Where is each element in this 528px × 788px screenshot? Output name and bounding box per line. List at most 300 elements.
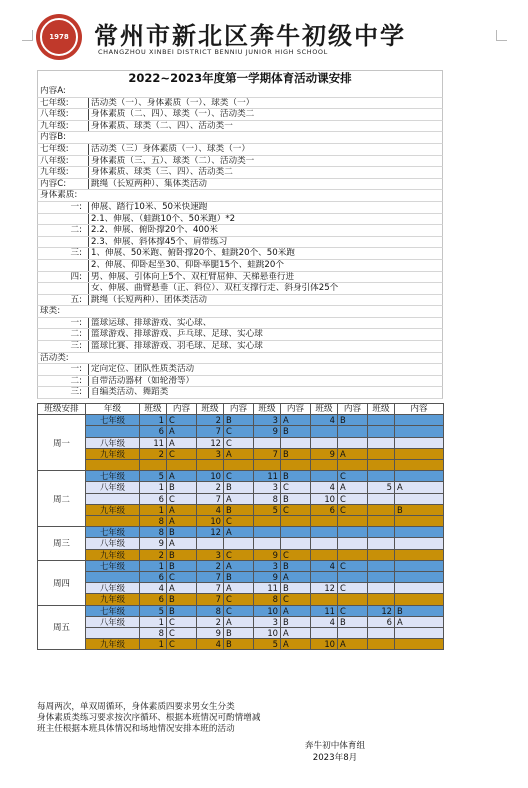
class-cell — [311, 437, 338, 448]
content-cell — [338, 549, 368, 560]
class-cell: 10 — [311, 493, 338, 504]
class-cell: 8 — [197, 605, 224, 616]
content-cell: C — [224, 426, 254, 437]
content-cell: A — [281, 605, 311, 616]
class-cell: 8 — [254, 594, 281, 605]
content-cell — [338, 572, 368, 583]
content-cell: A — [395, 482, 444, 493]
spreadsheet — [37, 70, 443, 650]
content-cell: A — [224, 527, 254, 538]
content-line — [37, 341, 443, 353]
table-row — [38, 616, 444, 627]
class-cell: 10 — [197, 516, 224, 527]
class-cell — [311, 426, 338, 437]
table-row — [38, 493, 444, 504]
table-row — [38, 448, 444, 459]
day-cell: 周三 — [38, 527, 86, 561]
class-cell: 9 — [197, 628, 224, 639]
content-cell: A — [167, 437, 197, 448]
signature — [280, 740, 390, 764]
grade-cell: 八年级 — [86, 437, 140, 448]
line-key: 九年级: — [40, 120, 69, 131]
class-cell — [311, 628, 338, 639]
line-key: 一: — [70, 364, 82, 375]
content-cell: C — [224, 437, 254, 448]
content-cell: B — [281, 471, 311, 482]
content-line — [37, 376, 443, 388]
line-key: 活动类: — [40, 352, 69, 363]
grade-cell — [86, 628, 140, 639]
content-line — [37, 109, 443, 121]
line-key: 五: — [70, 294, 82, 305]
table-row — [38, 415, 444, 426]
content-cell: A — [281, 628, 311, 639]
line-value: 自编类活动、舞蹈类 — [88, 387, 168, 398]
day-cell: 周五 — [38, 605, 86, 650]
class-cell: 4 — [311, 415, 338, 426]
class-cell — [254, 437, 281, 448]
table-row — [38, 527, 444, 538]
class-cell: 2 — [197, 482, 224, 493]
class-cell: 2 — [140, 448, 167, 459]
line-key: 球类: — [40, 306, 61, 317]
school-name-cn: 常州市新北区奔牛初级中学 — [94, 21, 406, 50]
class-cell — [368, 628, 395, 639]
line-value: 身体素质、球类（三、四）、活动类二 — [88, 167, 233, 178]
content-cell — [395, 448, 444, 459]
content-cell: A — [224, 448, 254, 459]
class-cell — [368, 527, 395, 538]
content-cell: C — [224, 594, 254, 605]
content-lines — [37, 86, 443, 399]
content-cell — [395, 628, 444, 639]
class-cell — [368, 538, 395, 549]
content-cell: B — [167, 560, 197, 571]
line-key: 四: — [70, 271, 82, 282]
table-row — [38, 504, 444, 515]
class-cell: 11 — [254, 583, 281, 594]
content-cell — [395, 460, 444, 471]
schedule-header-cell: 班级安排 — [38, 404, 86, 415]
content-cell — [224, 460, 254, 471]
grade-cell: 九年级 — [86, 639, 140, 650]
line-key: 八年级: — [40, 109, 69, 120]
class-cell — [311, 549, 338, 560]
line-key: 七年级: — [40, 97, 69, 108]
class-cell: 7 — [197, 583, 224, 594]
line-value: 2.3、伸展、斜体撑45个、肩带练习 — [88, 237, 227, 248]
class-cell: 9 — [254, 426, 281, 437]
class-cell: 6 — [311, 504, 338, 515]
content-cell: C — [167, 448, 197, 459]
content-cell: C — [338, 493, 368, 504]
class-cell: 2 — [197, 415, 224, 426]
class-cell — [311, 538, 338, 549]
schedule-header-cell: 班级 — [368, 404, 395, 415]
class-cell: 3 — [197, 549, 224, 560]
content-cell — [281, 527, 311, 538]
line-key: 三: — [70, 341, 82, 352]
content-line — [37, 202, 443, 214]
content-cell — [224, 538, 254, 549]
content-cell — [395, 538, 444, 549]
class-cell: 8 — [140, 628, 167, 639]
content-cell: B — [224, 482, 254, 493]
line-value: 2.2、伸展、俯卧撑20个、400米 — [88, 225, 218, 236]
table-row — [38, 572, 444, 583]
class-cell — [368, 415, 395, 426]
grade-cell — [86, 516, 140, 527]
line-value: 身体素质、球类（二、四）、活动类一 — [88, 121, 233, 132]
table-row — [38, 628, 444, 639]
content-cell — [338, 516, 368, 527]
class-cell — [311, 460, 338, 471]
table-row — [38, 560, 444, 571]
notes — [37, 702, 443, 735]
class-cell: 4 — [140, 583, 167, 594]
seal-inner: 1978 — [40, 18, 78, 56]
class-cell: 6 — [140, 426, 167, 437]
line-value: 自带活动器材（如轮滑等） — [88, 376, 194, 387]
content-cell: C — [167, 493, 197, 504]
content-cell: C — [281, 504, 311, 515]
class-cell: 11 — [140, 437, 167, 448]
class-cell: 9 — [254, 572, 281, 583]
content-cell: A — [167, 538, 197, 549]
content-cell: A — [167, 583, 197, 594]
class-cell: 9 — [140, 538, 167, 549]
content-line — [37, 260, 443, 272]
class-cell: 12 — [197, 437, 224, 448]
content-line — [37, 225, 443, 237]
content-cell — [395, 516, 444, 527]
grade-cell: 八年级 — [86, 482, 140, 493]
line-key: 内容C: — [40, 178, 67, 189]
class-cell: 12 — [368, 605, 395, 616]
note-line: 班主任根据本班具体情况和场地情况安排本班的活动 — [37, 724, 235, 734]
content-cell: A — [338, 482, 368, 493]
class-cell — [368, 549, 395, 560]
class-cell: 3 — [254, 415, 281, 426]
content-line — [37, 353, 443, 365]
content-cell: C — [167, 628, 197, 639]
class-cell: 8 — [254, 493, 281, 504]
line-value: 1、伸展、50米跑、俯卧撑20个、蛙跳20个、50米跑 — [88, 248, 295, 259]
grade-cell — [86, 460, 140, 471]
content-cell — [338, 628, 368, 639]
content-cell: A — [395, 616, 444, 627]
class-cell: 5 — [254, 639, 281, 650]
content-cell: A — [224, 583, 254, 594]
grade-cell: 九年级 — [86, 448, 140, 459]
sheet-title: 2022~2023年度第一学期体育活动课安排 — [37, 70, 443, 86]
grade-cell: 七年级 — [86, 415, 140, 426]
class-cell — [254, 460, 281, 471]
class-cell — [311, 516, 338, 527]
line-key: 七年级: — [40, 143, 69, 154]
content-cell: C — [167, 639, 197, 650]
content-line — [37, 214, 443, 226]
class-cell: 4 — [197, 504, 224, 515]
table-row — [38, 583, 444, 594]
content-line — [37, 387, 443, 399]
class-cell: 3 — [254, 616, 281, 627]
content-cell: B — [281, 616, 311, 627]
class-cell: 1 — [140, 482, 167, 493]
line-key: 三: — [70, 248, 82, 259]
class-cell: 7 — [197, 572, 224, 583]
class-cell — [311, 572, 338, 583]
content-cell: A — [167, 516, 197, 527]
class-cell — [254, 538, 281, 549]
class-cell: 3 — [254, 482, 281, 493]
line-value: 2、伸展、仰卧起坐30、仰卧举腿15个、蛙跳20个 — [88, 260, 284, 271]
class-cell: 6 — [140, 572, 167, 583]
content-cell: B — [167, 527, 197, 538]
content-cell: A — [167, 504, 197, 515]
content-cell — [281, 516, 311, 527]
content-cell — [395, 527, 444, 538]
schedule-header-cell: 班级 — [197, 404, 224, 415]
grade-cell: 九年级 — [86, 549, 140, 560]
content-cell — [338, 538, 368, 549]
class-cell: 1 — [140, 639, 167, 650]
line-value: 篮球游戏、排球游戏、乒乓球、足球、实心球 — [88, 329, 263, 340]
table-row — [38, 437, 444, 448]
content-cell — [395, 437, 444, 448]
content-line — [37, 329, 443, 341]
content-cell: C — [281, 594, 311, 605]
class-cell: 5 — [140, 605, 167, 616]
line-key: 二: — [70, 375, 82, 386]
line-value: 定向定位、团队性质类活动 — [88, 364, 194, 375]
content-cell: A — [338, 448, 368, 459]
table-row — [38, 471, 444, 482]
content-cell: C — [167, 572, 197, 583]
line-key: 身体素质: — [40, 190, 78, 201]
line-key: 一: — [70, 317, 82, 328]
line-key: 三: — [70, 387, 82, 398]
line-key: 二: — [70, 329, 82, 340]
class-cell: 11 — [311, 605, 338, 616]
content-cell: B — [224, 504, 254, 515]
class-cell: 7 — [197, 493, 224, 504]
content-cell: C — [224, 516, 254, 527]
class-cell — [368, 437, 395, 448]
content-cell: C — [281, 549, 311, 560]
line-value: 跳绳（长短两种）、集体类活动 — [88, 179, 207, 190]
class-cell — [368, 493, 395, 504]
class-cell — [368, 426, 395, 437]
content-cell: B — [338, 616, 368, 627]
line-value: 2.1、伸展、（蛙跳10个、50米跑）*2 — [88, 214, 235, 225]
content-cell: A — [281, 639, 311, 650]
content-cell — [395, 560, 444, 571]
grade-cell: 七年级 — [86, 527, 140, 538]
class-cell — [368, 583, 395, 594]
signature-org: 奔牛初中体育组 — [304, 741, 366, 751]
content-line — [37, 156, 443, 168]
class-cell: 2 — [197, 616, 224, 627]
grade-cell: 八年级 — [86, 538, 140, 549]
class-cell — [197, 460, 224, 471]
content-cell — [395, 493, 444, 504]
class-cell: 10 — [311, 639, 338, 650]
schedule-table — [37, 403, 444, 650]
content-line — [37, 318, 443, 330]
class-cell — [368, 594, 395, 605]
content-cell: B — [167, 594, 197, 605]
class-cell: 6 — [140, 594, 167, 605]
content-cell: A — [167, 426, 197, 437]
class-cell: 6 — [140, 493, 167, 504]
class-cell — [368, 471, 395, 482]
content-cell: C — [224, 549, 254, 560]
note-line: 每周两次，单双周循环，身体素质四要求男女生分类 — [37, 702, 235, 712]
content-cell: A — [338, 639, 368, 650]
content-cell: B — [281, 426, 311, 437]
class-cell: 8 — [140, 527, 167, 538]
content-cell — [395, 549, 444, 560]
class-cell — [368, 448, 395, 459]
class-cell: 4 — [311, 616, 338, 627]
content-line — [37, 190, 443, 202]
content-cell: C — [338, 583, 368, 594]
content-cell: B — [395, 504, 444, 515]
class-cell — [368, 639, 395, 650]
content-cell — [395, 471, 444, 482]
line-value: 篮球比赛、排球游戏、羽毛球、足球、实心球 — [88, 341, 263, 352]
content-line — [37, 98, 443, 110]
grade-cell: 七年级 — [86, 471, 140, 482]
content-cell: C — [338, 605, 368, 616]
line-value: 活动类（一）、身体素质（一）、球类（一） — [88, 98, 254, 109]
day-cell: 周一 — [38, 415, 86, 471]
class-cell: 1 — [140, 616, 167, 627]
class-cell: 4 — [197, 639, 224, 650]
content-cell — [281, 460, 311, 471]
class-cell: 4 — [311, 560, 338, 571]
content-cell: B — [281, 448, 311, 459]
schedule-header-cell: 内容 — [338, 404, 368, 415]
content-line — [37, 295, 443, 307]
class-cell: 2 — [140, 549, 167, 560]
content-cell — [281, 538, 311, 549]
content-cell: B — [281, 493, 311, 504]
content-cell: B — [224, 572, 254, 583]
class-cell: 12 — [197, 527, 224, 538]
content-cell: C — [224, 605, 254, 616]
schedule-header-cell: 班级 — [311, 404, 338, 415]
line-value: 篮球运球、排球游戏、实心球、 — [88, 318, 211, 329]
schedule-header-cell: 内容 — [167, 404, 197, 415]
day-cell: 周二 — [38, 471, 86, 527]
content-cell: C — [338, 560, 368, 571]
content-cell: C — [167, 616, 197, 627]
schedule-header-cell: 班级 — [140, 404, 167, 415]
content-cell: A — [224, 616, 254, 627]
schedule-header-cell: 内容 — [281, 404, 311, 415]
class-cell: 3 — [254, 560, 281, 571]
content-cell — [338, 437, 368, 448]
line-key: 二: — [70, 225, 82, 236]
class-cell: 10 — [254, 605, 281, 616]
grade-cell: 九年级 — [86, 504, 140, 515]
table-row — [38, 460, 444, 471]
class-cell: 1 — [140, 415, 167, 426]
class-cell — [311, 594, 338, 605]
grade-cell: 七年级 — [86, 605, 140, 616]
table-row — [38, 549, 444, 560]
class-cell — [368, 504, 395, 515]
grade-cell: 七年级 — [86, 560, 140, 571]
grade-cell: 八年级 — [86, 616, 140, 627]
grade-cell — [86, 493, 140, 504]
schedule-header-row — [38, 404, 444, 415]
table-row — [38, 426, 444, 437]
content-line — [37, 167, 443, 179]
line-value: 活动类（三）身体素质（一）、球类（一） — [88, 144, 250, 155]
class-cell: 5 — [368, 482, 395, 493]
table-row — [38, 605, 444, 616]
content-line — [37, 272, 443, 284]
signature-date: 2023年8月 — [312, 753, 358, 763]
line-key: 九年级: — [40, 167, 69, 178]
schedule-header-cell: 内容 — [224, 404, 254, 415]
class-cell: 11 — [254, 471, 281, 482]
table-row — [38, 482, 444, 493]
content-cell: C — [338, 471, 368, 482]
class-cell: 7 — [197, 426, 224, 437]
crop-mark-top-left — [22, 30, 33, 41]
content-cell: B — [338, 415, 368, 426]
school-seal-icon — [36, 14, 82, 60]
content-cell: C — [224, 471, 254, 482]
line-value: 身体素质（三、五）、球类（二）、活动类一 — [88, 156, 254, 167]
content-cell — [338, 460, 368, 471]
content-cell — [395, 415, 444, 426]
class-cell: 8 — [140, 516, 167, 527]
table-row — [38, 639, 444, 650]
content-cell: A — [281, 415, 311, 426]
note-line: 身体素质类练习要求按次序循环、根据本班情况可酌情增减 — [37, 713, 261, 723]
content-cell: A — [281, 572, 311, 583]
content-cell: A — [167, 471, 197, 482]
content-cell: C — [338, 504, 368, 515]
school-name-en: CHANGZHOU XINBEI DISTRICT BENNIU JUNIOR HIGH SCHOOL — [98, 48, 328, 56]
content-cell: B — [224, 628, 254, 639]
line-value: 男、伸展、引体向上5个、双杠臂屈伸、天梯悬垂行进 — [88, 272, 294, 283]
table-row — [38, 538, 444, 549]
grade-cell: 九年级 — [86, 594, 140, 605]
class-cell: 10 — [254, 628, 281, 639]
class-cell — [140, 460, 167, 471]
content-cell: B — [167, 482, 197, 493]
grade-cell — [86, 426, 140, 437]
class-cell: 9 — [254, 549, 281, 560]
content-line — [37, 237, 443, 249]
content-cell: A — [224, 560, 254, 571]
class-cell — [311, 527, 338, 538]
class-cell: 9 — [311, 448, 338, 459]
class-cell: 1 — [140, 560, 167, 571]
schedule-header-cell: 班级 — [254, 404, 281, 415]
line-key: 一: — [70, 201, 82, 212]
class-cell: 10 — [197, 471, 224, 482]
class-cell — [368, 460, 395, 471]
class-cell: 7 — [197, 594, 224, 605]
content-cell: B — [281, 560, 311, 571]
